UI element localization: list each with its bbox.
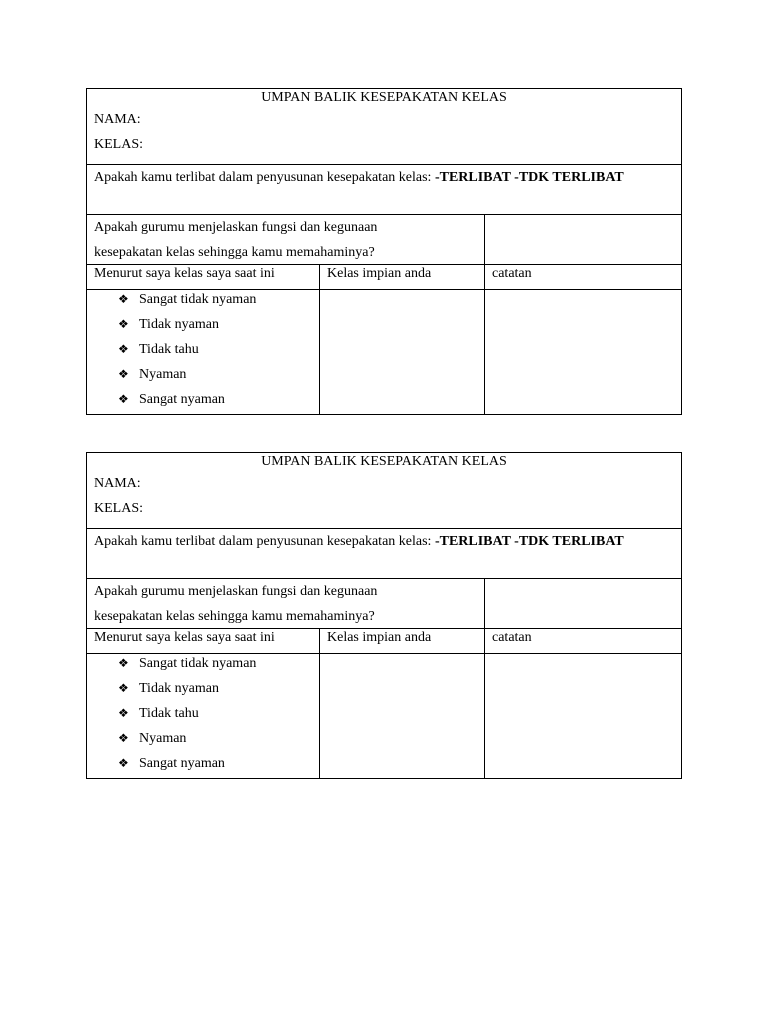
question-involvement bbox=[87, 164, 681, 214]
list-item[interactable]: ❖ Nyaman bbox=[118, 367, 187, 382]
column-header-row bbox=[87, 264, 681, 289]
question-involvement-text: Apakah kamu terlibat dalam penyusunan kesepakatan kelas: bbox=[94, 534, 435, 549]
diamond-bullet-icon: ❖ bbox=[118, 681, 129, 695]
options-row bbox=[87, 653, 681, 778]
answer-cell[interactable] bbox=[485, 215, 681, 264]
nama-label: NAMA: bbox=[94, 476, 141, 491]
comfort-options bbox=[87, 654, 320, 778]
diamond-bullet-icon: ❖ bbox=[118, 756, 129, 770]
nama-label: NAMA: bbox=[94, 112, 141, 127]
comfort-options bbox=[87, 290, 320, 414]
list-item[interactable]: ❖ Sangat tidak nyaman bbox=[118, 292, 257, 307]
column-current-class: Menurut saya kelas saya saat ini bbox=[87, 629, 320, 653]
question-involvement-options: -TERLIBAT -TDK TERLIBAT bbox=[434, 534, 624, 549]
question-line-2: kesepakatan kelas sehingga kamu memahaminya? bbox=[94, 609, 375, 624]
list-item[interactable]: ❖ Tidak tahu bbox=[118, 342, 199, 357]
feedback-form-1 bbox=[86, 88, 682, 415]
dream-class-cell[interactable] bbox=[320, 654, 485, 778]
diamond-bullet-icon: ❖ bbox=[118, 706, 129, 720]
answer-cell[interactable] bbox=[485, 579, 681, 628]
diamond-bullet-icon: ❖ bbox=[118, 342, 129, 356]
question-teacher-explain-text bbox=[87, 579, 485, 628]
diamond-bullet-icon: ❖ bbox=[118, 656, 129, 670]
diamond-bullet-icon: ❖ bbox=[118, 317, 129, 331]
column-current-class: Menurut saya kelas saya saat ini bbox=[87, 265, 320, 289]
list-item[interactable]: ❖ Sangat nyaman bbox=[118, 392, 225, 407]
form-header bbox=[87, 89, 681, 164]
question-involvement bbox=[87, 528, 681, 578]
kelas-label: KELAS: bbox=[94, 137, 143, 152]
question-involvement-options: -TERLIBAT -TDK TERLIBAT bbox=[434, 170, 624, 185]
list-item[interactable]: ❖ Sangat nyaman bbox=[118, 756, 225, 771]
column-notes: catatan bbox=[492, 266, 532, 281]
list-item[interactable]: ❖ Sangat tidak nyaman bbox=[118, 656, 257, 671]
kelas-label: KELAS: bbox=[94, 501, 143, 516]
list-item[interactable]: ❖ Tidak nyaman bbox=[118, 681, 219, 696]
feedback-form-2 bbox=[86, 452, 682, 779]
column-notes: catatan bbox=[492, 630, 532, 645]
list-item[interactable]: ❖ Nyaman bbox=[118, 731, 187, 746]
diamond-bullet-icon: ❖ bbox=[118, 731, 129, 745]
column-dream-class: Kelas impian anda bbox=[320, 629, 485, 653]
diamond-bullet-icon: ❖ bbox=[118, 392, 129, 406]
form-header bbox=[87, 453, 681, 528]
question-teacher-explain bbox=[87, 214, 681, 264]
list-item[interactable]: ❖ Tidak nyaman bbox=[118, 317, 219, 332]
form-title: UMPAN BALIK KESEPAKATAN KELAS bbox=[261, 454, 507, 469]
question-teacher-explain-text bbox=[87, 215, 485, 264]
dream-class-cell[interactable] bbox=[320, 290, 485, 414]
options-row bbox=[87, 289, 681, 414]
column-header-row bbox=[87, 628, 681, 653]
list-item[interactable]: ❖ Tidak tahu bbox=[118, 706, 199, 721]
question-involvement-text: Apakah kamu terlibat dalam penyusunan kesepakatan kelas: bbox=[94, 170, 435, 185]
diamond-bullet-icon: ❖ bbox=[118, 367, 129, 381]
question-line-2: kesepakatan kelas sehingga kamu memahaminya? bbox=[94, 245, 375, 260]
question-teacher-explain bbox=[87, 578, 681, 628]
diamond-bullet-icon: ❖ bbox=[118, 292, 129, 306]
question-line-1: Apakah gurumu menjelaskan fungsi dan kegunaan bbox=[94, 584, 378, 599]
question-line-1: Apakah gurumu menjelaskan fungsi dan kegunaan bbox=[94, 220, 378, 235]
form-title: UMPAN BALIK KESEPAKATAN KELAS bbox=[261, 90, 507, 105]
notes-cell[interactable] bbox=[485, 654, 681, 778]
notes-cell[interactable] bbox=[485, 290, 681, 414]
column-dream-class: Kelas impian anda bbox=[320, 265, 485, 289]
